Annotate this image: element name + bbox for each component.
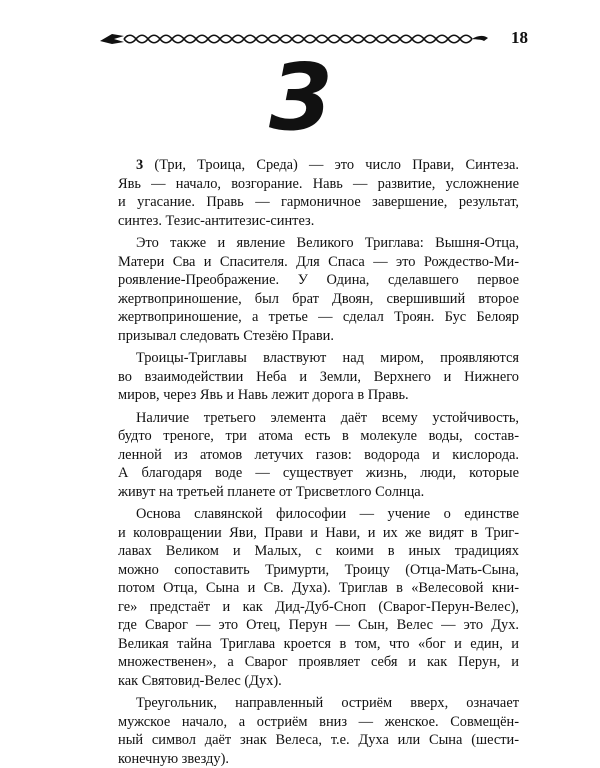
text-line: мужское начало, а остриём вниз — женское. Совмещён-: [118, 713, 519, 732]
text-line: Основа славянской философии — учение о единстве: [118, 505, 519, 524]
text-line: множественен», а Сварог проявляет себя и как Перун, и: [118, 653, 519, 672]
text-line: будто треноге, три атома есть в молекуле воды, состав-: [118, 427, 519, 446]
text-line: А благодаря воде — существует жизнь, люди, которые: [118, 464, 519, 483]
body-text: [118, 156, 519, 768]
text-line: ный символ даёт знак Велеса, т.е. Духа или Сына (шести-: [118, 731, 519, 750]
text-line: Матери Сва и Спасителя. Для Спаса — это Рождество-Ми-: [118, 253, 519, 272]
paragraph: [118, 349, 519, 405]
text-line: живут на третьей планете от Трисветлого Солнца.: [118, 483, 519, 502]
text-line: лавах Великом и Малых, с коими в иных традициях: [118, 542, 519, 561]
chapter-numeral: 3: [0, 52, 600, 144]
text-line: жертвоприношение, был брат Двоян, свершивший второе: [118, 290, 519, 309]
text-line: во взаимодействии Неба и Земли, Верхнего и Нижнего: [118, 368, 519, 387]
text-line: жертвоприношение, а третье — сделал Троян. Бус Белояр: [118, 308, 519, 327]
line-text: (Три, Троица, Среда) — это число Прави, Синтеза.: [143, 157, 519, 173]
text-line: как Святовид-Велес (Дух).: [118, 672, 519, 691]
paragraph: [118, 409, 519, 502]
lead-numeral: 3: [136, 157, 143, 173]
text-line: конечную звезду).: [118, 750, 519, 768]
text-line: призывал следовать Стезёю Прави.: [118, 327, 519, 346]
text-line: Великая тайна Триглава кроется в том, что «бог и един, и: [118, 635, 519, 654]
text-line: Наличие третьего элемента даёт всему устойчивость,: [118, 409, 519, 428]
text-line: роявление-Преображение. У Одина, сделавшего первое: [118, 271, 519, 290]
text-line: где Сварог — это Отец, Перун — Сын, Велес — это Дух.: [118, 616, 519, 635]
text-line: и коловращении Яви, Прави и Нави, и их же видят в Триг-: [118, 524, 519, 543]
text-line: и угасание. Правь — гармоничное завершение, результат,: [118, 193, 519, 212]
text-line: ге» предстаёт и как Дид-Дуб-Сноп (Сварог-Перун-Велес),: [118, 598, 519, 617]
text-line: миров, через Явь и Навь лежит дорога в Правь.: [118, 386, 519, 405]
paragraph: [118, 156, 519, 230]
text-line: можно сопоставить Тримурти, Троицу (Отца-Мать-Сына,: [118, 561, 519, 580]
text-line: ленной из атомов летучих газов: водорода и кислорода.: [118, 446, 519, 465]
text-line: потом Отца, Сына и Св. Духа). Триглав в «Велесовой кни-: [118, 579, 519, 598]
page-number: 18: [511, 28, 528, 48]
text-line: Треугольник, направленный остриём вверх, означает: [118, 694, 519, 713]
text-line: Троицы-Триглавы властвуют над миром, проявляются: [118, 349, 519, 368]
paragraph: [118, 694, 519, 768]
text-line: Явь — начало, возгорание. Навь — развитие, усложнение: [118, 175, 519, 194]
text-line: синтез. Тезис-антитезис-синтез.: [118, 212, 519, 231]
text-line: Это также и явление Великого Триглава: Вышня-Отца,: [118, 234, 519, 253]
paragraph: [118, 234, 519, 345]
paragraph: [118, 505, 519, 690]
text-line: [118, 156, 519, 175]
